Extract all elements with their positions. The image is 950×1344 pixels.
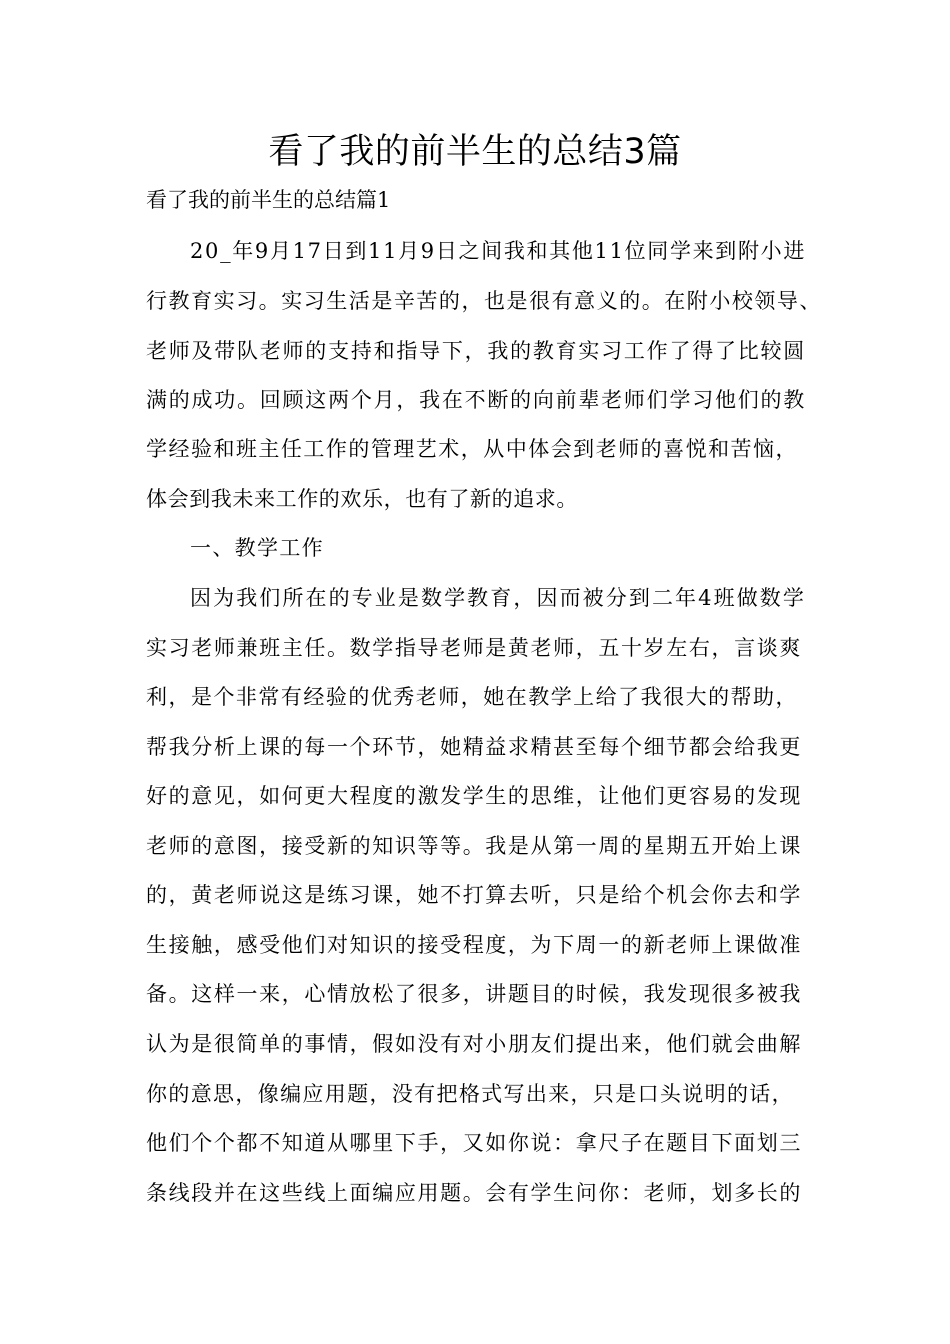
body-line: 备。这样一来，心情放松了很多，讲题目的时候，我发现很多被我 (146, 982, 802, 1006)
body-line: 你的意思，像编应用题，没有把格式写出来，只是口头说明的话， (146, 1082, 794, 1106)
body-line: 老师及带队老师的支持和指导下，我的教育实习工作了得了比较圆 (146, 339, 806, 363)
body-line: 的，黄老师说这是练习课，她不打算去听，只是给个机会你去和学 (146, 883, 802, 907)
document-title: 看了我的前半生的总结3篇 (268, 132, 682, 172)
body-line: 生接触，感受他们对知识的接受程度，为下周一的新老师上课做准 (146, 933, 802, 957)
body-line: 利，是个非常有经验的优秀老师，她在教学上给了我很大的帮助， (146, 685, 798, 709)
body-line: 帮我分析上课的每一个环节，她精益求精甚至每个细节都会给我更 (146, 735, 802, 759)
body-line: 认为是很简单的事情，假如没有对小朋友们提出来，他们就会曲解 (146, 1032, 802, 1056)
body-line: 学经验和班主任工作的管理艺术，从中体会到老师的喜悦和苦恼， (146, 437, 798, 461)
section-heading: 看了我的前半生的总结篇1 (146, 188, 391, 212)
body-line: 好的意见，如何更大程度的激发学生的思维，让他们更容易的发现 (146, 784, 802, 808)
body-line: 因为我们所在的专业是数学教育，因而被分到二年4班做数学 (190, 586, 806, 610)
body-line: 实习老师兼班主任。数学指导老师是黄老师，五十岁左右，言谈爽 (146, 636, 802, 660)
body-line: 体会到我未来工作的欢乐，也有了新的追求。 (146, 487, 578, 511)
body-line: 一、教学工作 (190, 536, 324, 560)
body-line: 行教育实习。实习生活是辛苦的，也是很有意义的。在附小校领导、 (146, 289, 822, 313)
body-line: 他们个个都不知道从哪里下手，又如你说：拿尺子在题目下面划三 (146, 1131, 802, 1155)
body-line: 20_年9月17日到11月9日之间我和其他11位同学来到附小进 (190, 239, 806, 263)
body-line: 满的成功。回顾这两个月，我在不断的向前辈老师们学习他们的教 (146, 388, 806, 412)
body-line: 条线段并在这些线上面编应用题。会有学生问你：老师，划多长的 (146, 1181, 802, 1205)
body-line: 老师的意图，接受新的知识等等。我是从第一周的星期五开始上课 (146, 834, 802, 858)
